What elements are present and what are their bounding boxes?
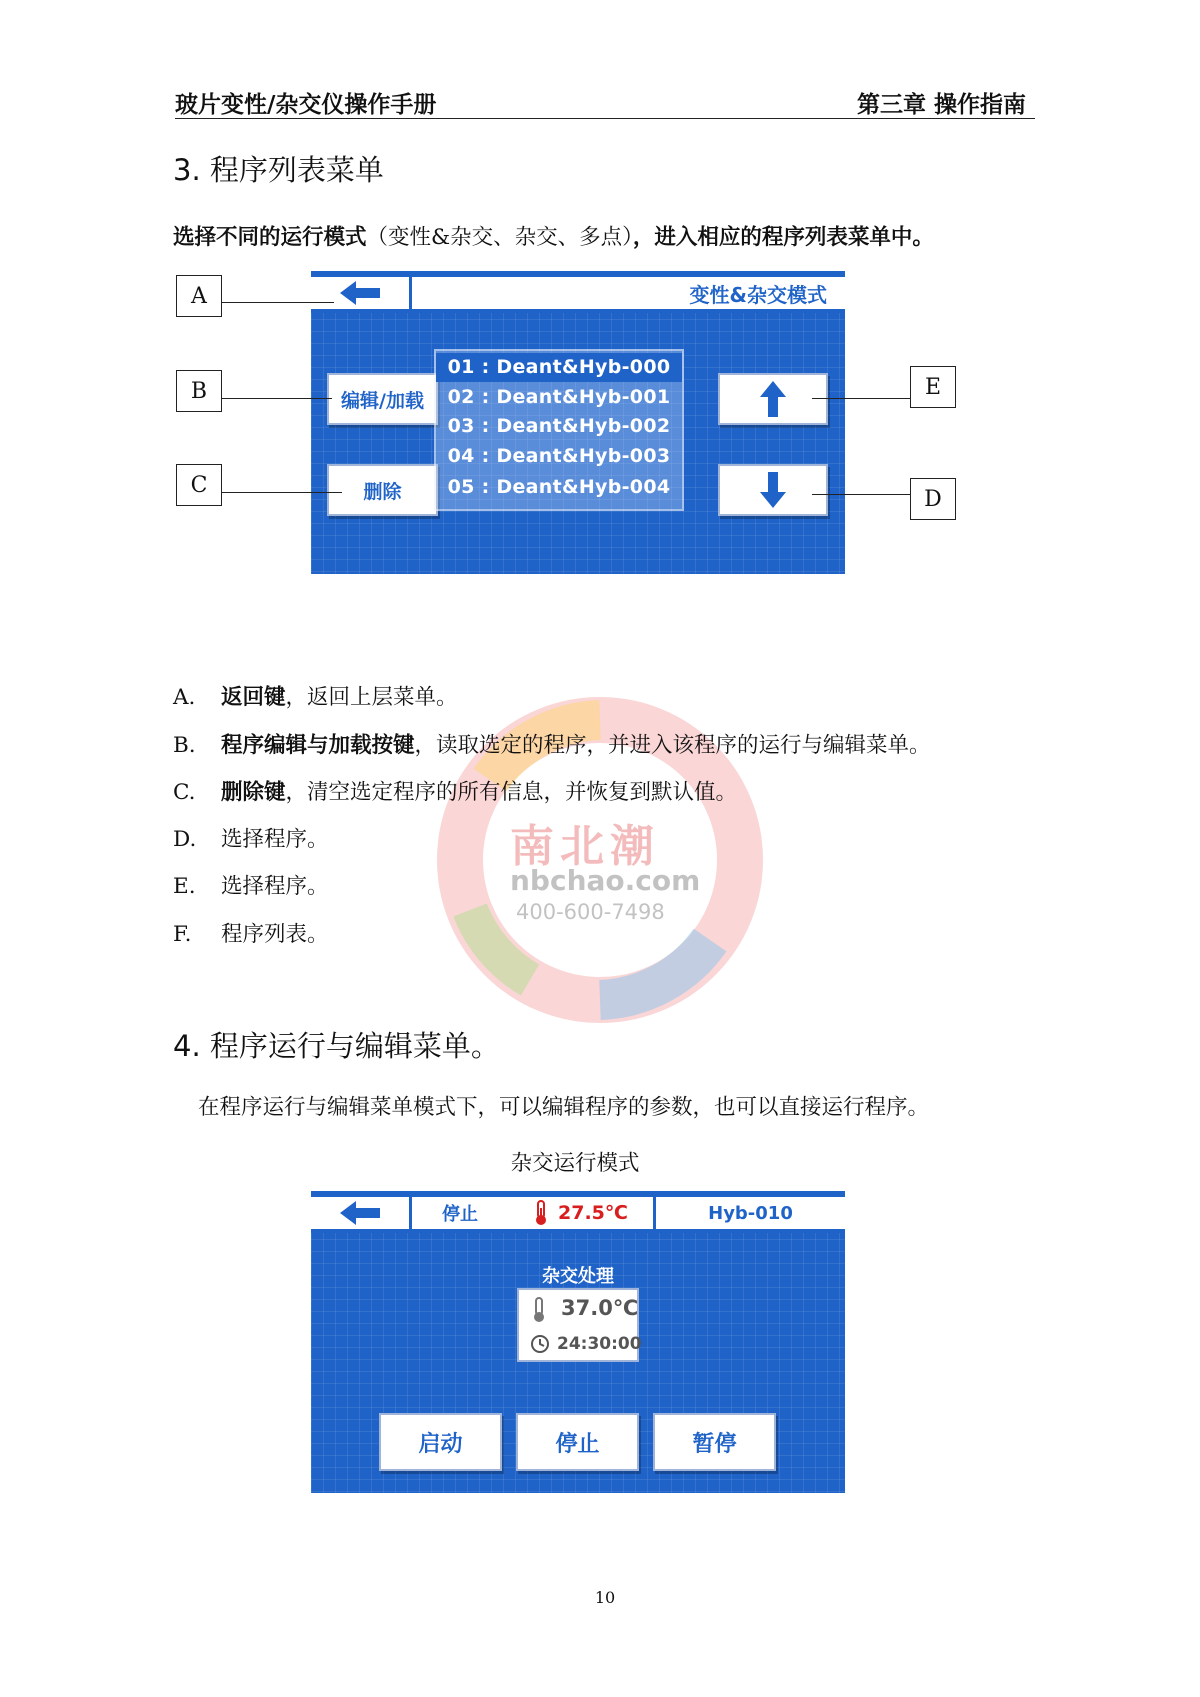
screen2-topbar [311, 1191, 845, 1233]
item-b: B. 程序编辑与加载按键，读取选定的程序，并进入该程序的运行与编辑菜单。 [173, 733, 931, 758]
callout-e: E [910, 366, 956, 408]
callout-e-leader [812, 398, 910, 399]
run-status: 停止 [442, 1204, 478, 1225]
section4-title: 4. 程序运行与编辑菜单。 [173, 1029, 500, 1063]
watermark-brand: 南北潮 [510, 821, 660, 872]
program-list-item[interactable]: 01 : Deant&Hyb-000 [436, 353, 682, 382]
header-rule [175, 118, 1035, 119]
header-chapter-title: 第三章 操作指南 [857, 92, 1027, 118]
arrow-up-icon [760, 381, 786, 417]
item-f: F. 程序列表。 [173, 922, 329, 947]
edit-load-button[interactable]: 编辑/加载 [327, 373, 438, 425]
figure-caption: 杂交运行模式 [510, 1151, 640, 1176]
callout-b: B [176, 370, 222, 412]
start-button[interactable]: 启动 [379, 1413, 502, 1471]
current-temperature: 27.5℃ [558, 1202, 628, 1224]
program-name: Hyb-010 [708, 1202, 793, 1224]
target-temperature: 37.0℃ [561, 1296, 639, 1320]
callout-a: A [176, 275, 222, 317]
item-d: D. 选择程序。 [173, 827, 329, 852]
stage-param-box[interactable] [517, 1288, 642, 1362]
hyb-run-screen [311, 1191, 845, 1493]
program-name-cell [653, 1197, 845, 1229]
item-e: E. 选择程序。 [173, 874, 329, 899]
item-a: A. 返回键，返回上层菜单。 [173, 685, 458, 710]
delete-button[interactable]: 删除 [327, 464, 438, 516]
callout-c: C [176, 464, 222, 506]
back-arrow-icon [340, 1201, 380, 1225]
stage-title: 杂交处理 [542, 1266, 614, 1287]
stage-time: 24:30:00 [557, 1334, 642, 1354]
watermark [410, 660, 790, 1060]
program-list-item[interactable]: 02 : Deant&Hyb-001 [447, 386, 671, 408]
screen1-topbar [311, 271, 845, 313]
callout-a-leader [222, 302, 334, 303]
program-list-item[interactable]: 03 : Deant&Hyb-002 [447, 415, 671, 437]
section3-intro [173, 220, 934, 251]
status-cell [409, 1197, 653, 1229]
section4-paragraph: 在程序运行与编辑菜单模式下，可以编辑程序的参数，也可以直接运行程序。 [198, 1095, 930, 1120]
callout-c-leader [222, 492, 342, 493]
callout-b-leader [222, 398, 332, 399]
watermark-phone: 400-600-7498 [516, 900, 665, 924]
program-list-screen [311, 271, 845, 574]
program-list-item[interactable]: 05 : Deant&Hyb-004 [447, 476, 671, 498]
clock-icon [530, 1334, 550, 1354]
item-c: C. 删除键，清空选定程序的所有信息，并恢复到默认值。 [173, 780, 738, 805]
callout-d: D [910, 478, 956, 520]
page-number: 10 [594, 1588, 616, 1607]
pause-button[interactable]: 暂停 [653, 1413, 776, 1471]
program-list [434, 349, 684, 511]
thermometer-icon [534, 1200, 548, 1226]
intro-bold-2: ，进入相应的程序列表菜单中。 [632, 225, 934, 250]
watermark-domain: nbchao.com [510, 864, 701, 897]
callout-d-leader [812, 494, 910, 495]
stop-button[interactable]: 停止 [516, 1413, 639, 1471]
section3-title: 3. 程序列表菜单 [173, 153, 384, 187]
header-manual-title: 玻片变性/杂交仪操作手册 [175, 92, 437, 118]
intro-normal: （变性&杂交、杂交、多点） [366, 225, 633, 250]
intro-bold-1: 选择不同的运行模式 [173, 225, 367, 250]
back-button[interactable] [311, 277, 409, 309]
mode-title-cell [409, 277, 845, 309]
arrow-down-icon [760, 472, 786, 508]
scroll-up-button[interactable] [718, 373, 828, 425]
program-list-item[interactable]: 04 : Deant&Hyb-003 [447, 445, 671, 467]
back-button-2[interactable] [311, 1197, 409, 1229]
back-arrow-icon [340, 281, 380, 305]
mode-title: 变性&杂交模式 [689, 282, 827, 307]
thermometer-icon [533, 1297, 545, 1323]
scroll-down-button[interactable] [718, 464, 828, 516]
